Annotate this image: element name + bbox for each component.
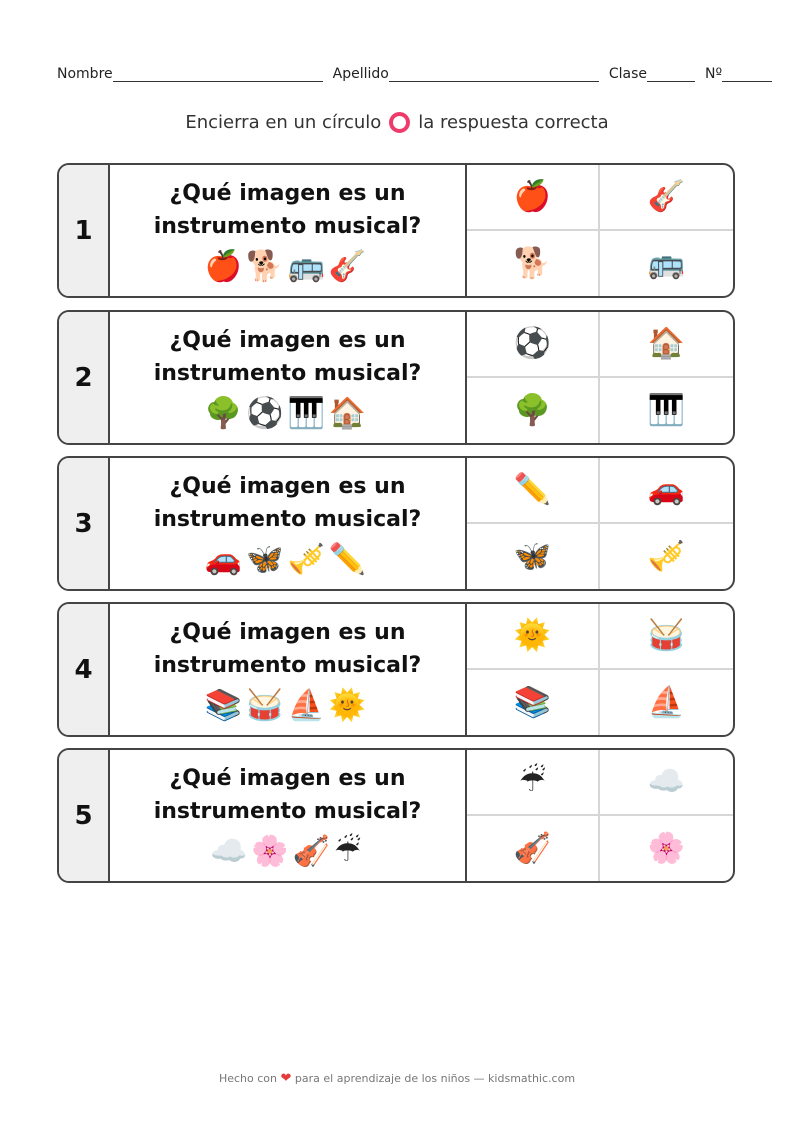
footer-before: Hecho con — [218, 1072, 278, 1085]
answer-grid — [467, 604, 733, 735]
question-card — [57, 310, 735, 445]
apellido-label: Apellido — [332, 66, 389, 82]
clase-label: Clase — [608, 66, 647, 82]
question-number: 5 — [59, 750, 110, 881]
question-panel — [110, 312, 467, 443]
question-emoji-row: 🍎🐕🚌🎸 — [204, 249, 371, 284]
footer-after: para el aprendizaje de los niños — kidsmathic.com — [294, 1072, 576, 1085]
clase-field[interactable] — [647, 67, 695, 82]
answer-option[interactable]: 🌞 — [467, 604, 600, 670]
answer-option[interactable]: 🍎 — [467, 165, 600, 231]
question-number: 1 — [59, 165, 110, 296]
nombre-label: Nombre — [57, 66, 113, 82]
answer-grid — [467, 750, 733, 881]
answer-option[interactable]: 🎻 — [467, 816, 600, 882]
answer-option[interactable]: ⚽ — [467, 312, 600, 378]
instruction — [0, 112, 794, 133]
heart-icon: ❤ — [280, 1071, 292, 1086]
answer-option[interactable]: 🐕 — [467, 231, 600, 297]
numero-field[interactable] — [722, 67, 772, 82]
question-card — [57, 456, 735, 591]
footer — [0, 1071, 794, 1086]
question-emoji-row: 🚗🦋🎺✏️ — [204, 542, 371, 577]
question-number: 3 — [59, 458, 110, 589]
circle-ring-icon — [389, 112, 410, 133]
question-panel — [110, 750, 467, 881]
answer-option[interactable]: 🎹 — [647, 392, 686, 428]
question-emoji-row: ☁️🌸🎻☔ — [210, 834, 365, 869]
answer-option[interactable]: 🥁 — [600, 604, 733, 670]
answer-option[interactable]: 🎸 — [600, 165, 733, 231]
answer-option[interactable]: 🌳 — [467, 378, 600, 444]
apellido-field[interactable] — [389, 67, 599, 82]
instruction-after: la respuesta correcta — [418, 112, 609, 133]
answer-option[interactable]: ☔ — [467, 750, 600, 816]
question-text: ¿Qué imagen es un instrumento musical? — [153, 328, 422, 386]
question-text: ¿Qué imagen es un instrumento musical? — [153, 474, 422, 532]
question-panel — [110, 458, 467, 589]
answer-option[interactable]: ☁️ — [600, 750, 733, 816]
question-text: ¿Qué imagen es un instrumento musical? — [153, 766, 422, 824]
nombre-field[interactable] — [113, 67, 323, 82]
numero-label: Nº — [704, 66, 723, 82]
answer-option[interactable]: 🚗 — [600, 458, 733, 524]
question-panel — [110, 604, 467, 735]
question-text: ¿Qué imagen es un instrumento musical? — [153, 181, 422, 239]
answer-grid — [467, 312, 733, 443]
question-number: 4 — [59, 604, 110, 735]
answer-grid — [467, 165, 733, 296]
instruction-before: Encierra en un círculo — [185, 112, 382, 133]
question-text: ¿Qué imagen es un instrumento musical? — [153, 620, 422, 678]
answer-option[interactable]: 🏠 — [600, 312, 733, 378]
question-number: 2 — [59, 312, 110, 443]
answer-option[interactable]: 🌸 — [647, 830, 686, 866]
answer-grid — [467, 458, 733, 589]
answer-option[interactable]: ✏️ — [467, 458, 600, 524]
question-panel — [110, 165, 467, 296]
answer-option[interactable]: ⛵ — [647, 684, 686, 720]
student-info-header — [57, 66, 777, 82]
question-emoji-row: 🌳⚽🎹🏠 — [204, 396, 371, 431]
question-card — [57, 748, 735, 883]
answer-option[interactable]: 🚌 — [647, 245, 686, 281]
question-emoji-row: 📚🥁⛵🌞 — [204, 688, 371, 723]
answer-option[interactable]: 🦋 — [467, 524, 600, 590]
question-card — [57, 163, 735, 298]
question-card — [57, 602, 735, 737]
answer-option[interactable]: 📚 — [467, 670, 600, 736]
answer-option[interactable]: 🎺 — [647, 538, 686, 574]
